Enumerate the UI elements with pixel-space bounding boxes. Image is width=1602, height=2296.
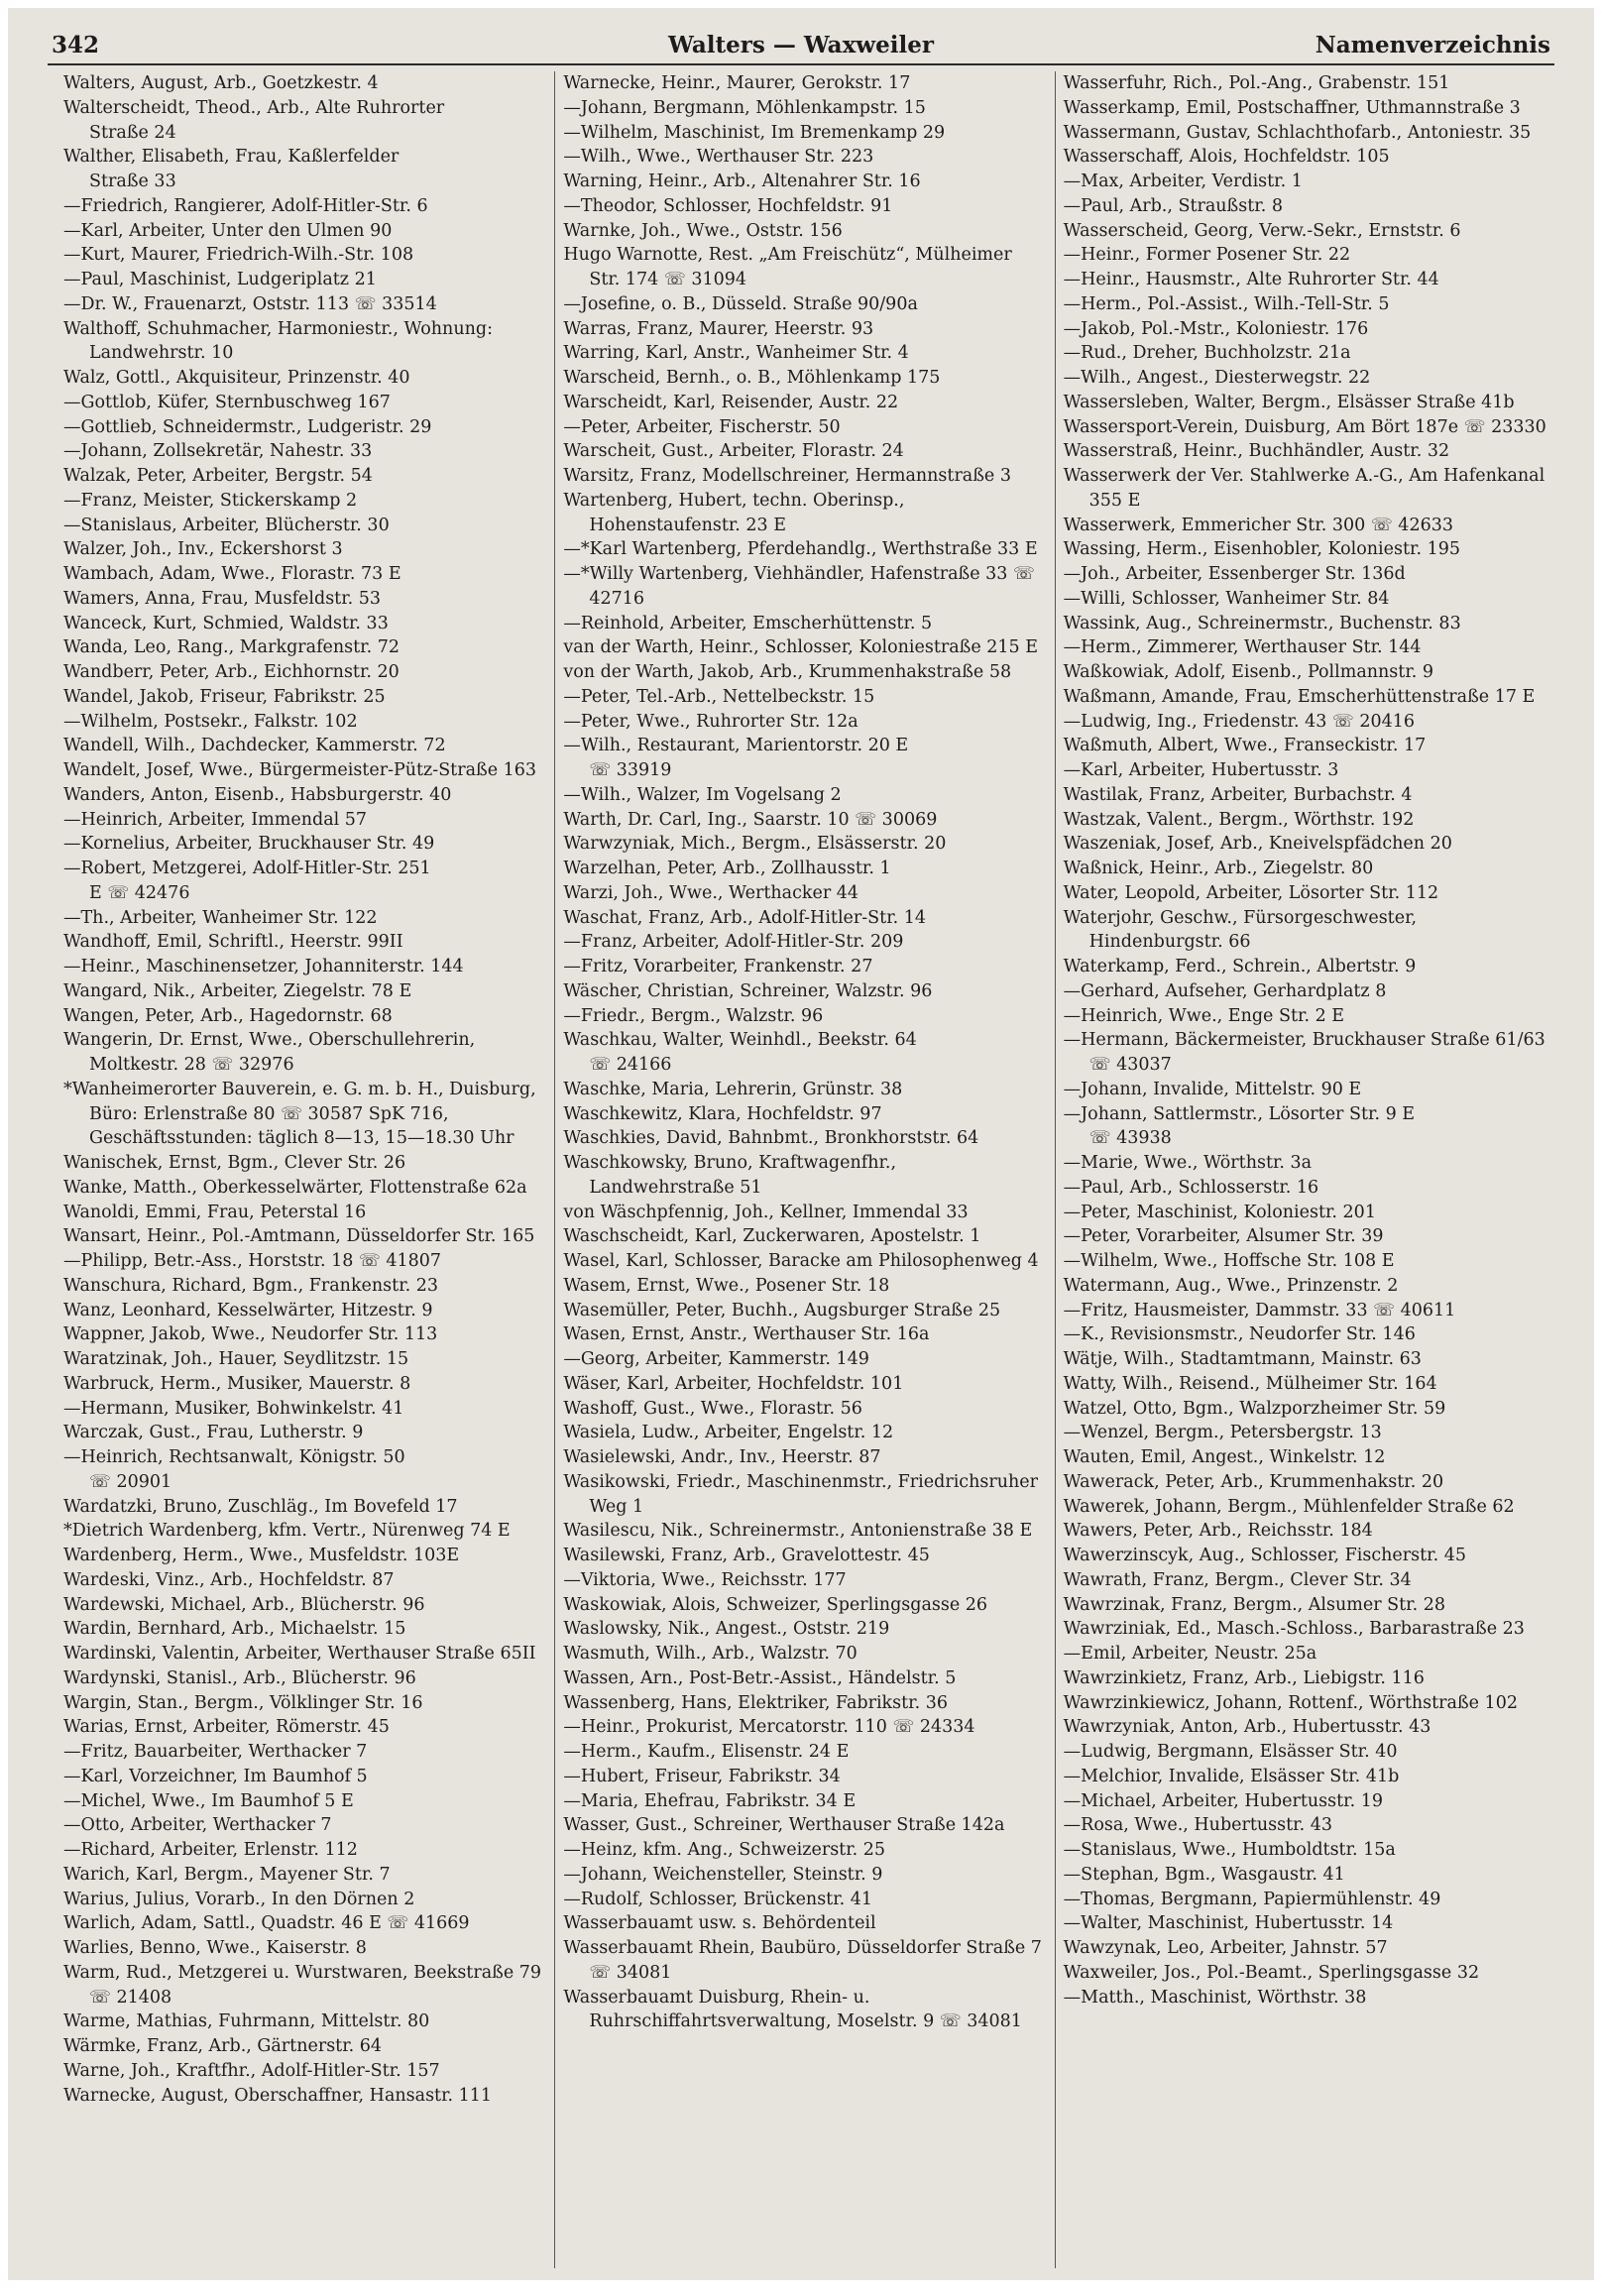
directory-entry: von Wäschpfennig, Joh., Kellner, Immendal 33 xyxy=(563,1202,969,1222)
directory-entry: Warbruck, Herm., Musiker, Mauerstr. 8 xyxy=(63,1373,411,1394)
directory-entry: Warscheidt, Karl, Reisender, Austr. 22 xyxy=(563,392,899,412)
directory-page xyxy=(8,8,1594,2280)
directory-entry: —Georg, Arbeiter, Kammerstr. 149 xyxy=(563,1349,869,1369)
directory-entry: —Karl, Vorzeichner, Im Baumhof 5 xyxy=(63,1766,368,1786)
directory-entry: Watermann, Aug., Wwe., Prinzenstr. 2 xyxy=(1063,1275,1399,1296)
directory-columns xyxy=(56,71,1554,2268)
directory-entry: —Fritz, Bauarbeiter, Werthacker 7 xyxy=(63,1742,368,1762)
directory-entry: —Richard, Arbeiter, Erlenstr. 112 xyxy=(63,1840,358,1860)
directory-entry: Wasserfuhr, Rich., Pol.-Ang., Grabenstr. 151 xyxy=(1063,73,1450,93)
directory-entry: —Dr. W., Frauenarzt, Oststr. 113 ☏ 33514 xyxy=(63,293,437,314)
directory-entry: Wassersleben, Walter, Bergm., Elsässer Straße 41b xyxy=(1063,392,1515,412)
directory-entry: Wanda, Leo, Rang., Markgrafenstr. 72 xyxy=(63,637,400,658)
directory-entry: Warme, Mathias, Fuhrmann, Mittelstr. 80 xyxy=(63,2011,430,2032)
directory-entry: Warsitz, Franz, Modellschreiner, Hermannstraße 3 xyxy=(563,466,1011,486)
directory-entry: —*Karl Wartenberg, Pferdehandlg., Werthstraße 33 E xyxy=(563,539,1038,560)
directory-entry: Waschkau, Walter, Weinhdl., Beekstr. 64 ☏ 24166 xyxy=(563,1030,917,1075)
directory-entry: Waxweiler, Jos., Pol.-Beamt., Sperlingsgasse 32 xyxy=(1063,1962,1480,1983)
directory-entry: Warzelhan, Peter, Arb., Zollhausstr. 1 xyxy=(563,859,891,878)
directory-entry: —Reinhold, Arbeiter, Emscherhüttenstr. 5 xyxy=(563,613,933,633)
directory-entry: —Rudolf, Schlosser, Brückenstr. 41 xyxy=(563,1889,873,1909)
directory-entry: Wasel, Karl, Schlosser, Baracke am Philosophenweg 4 xyxy=(563,1251,1039,1271)
directory-entry: Wawrzinkietz, Franz, Arb., Liebigstr. 116 xyxy=(1063,1667,1425,1688)
running-title: Walters — Waxweiler xyxy=(668,32,934,58)
directory-entry: Warich, Karl, Bergm., Mayener Str. 7 xyxy=(63,1864,391,1885)
directory-entry: Wastilak, Franz, Arbeiter, Burbachstr. 4 xyxy=(1063,784,1413,805)
directory-entry: Wasserwerk, Emmericher Str. 300 ☏ 42633 xyxy=(1063,515,1453,535)
directory-entry: —Paul, Arb., Straußstr. 8 xyxy=(1063,195,1283,216)
directory-entry: —Heinz, kfm. Ang., Schweizerstr. 25 xyxy=(563,1840,886,1860)
directory-entry: Wardatzki, Bruno, Zuschläg., Im Bovefeld 17 xyxy=(63,1496,458,1517)
directory-entry: Waßnick, Heinr., Arb., Ziegelstr. 80 xyxy=(1063,859,1374,878)
directory-entry: Wauten, Emil, Angest., Winkelstr. 12 xyxy=(1063,1447,1386,1467)
directory-entry: Waterkamp, Ferd., Schrein., Albertstr. 9 xyxy=(1063,957,1417,976)
directory-entry: Watzel, Otto, Bgm., Walzporzheimer Str. 59 xyxy=(1063,1398,1446,1419)
directory-entry: —Philipp, Betr.-Ass., Horststr. 18 ☏ 41807 xyxy=(63,1251,442,1271)
directory-entry: —Stanislaus, Wwe., Humboldtstr. 15a xyxy=(1063,1840,1396,1860)
directory-entry: Wardinski, Valentin, Arbeiter, Werthauser Straße 65II xyxy=(63,1644,536,1664)
directory-entry: Wasmuth, Wilh., Arb., Walzstr. 70 xyxy=(563,1644,858,1664)
directory-entry: Walthoff, Schuhmacher, Harmoniestr., Wohnung: Landwehrstr. 10 xyxy=(63,318,493,364)
directory-entry: —Johann, Sattlermstr., Lösorter Str. 9 E ☏ 43938 xyxy=(1063,1103,1416,1149)
directory-entry: Wangard, Nik., Arbeiter, Ziegelstr. 78 E xyxy=(63,980,412,1001)
directory-entry: Wansart, Heinr., Pol.-Amtmann, Düsseldorfer Str. 165 xyxy=(63,1226,535,1247)
directory-entry: Warzi, Joh., Wwe., Werthacker 44 xyxy=(563,882,859,903)
directory-entry: Wanz, Leonhard, Kesselwärter, Hitzestr. 9 xyxy=(63,1300,433,1320)
directory-entry: Warm, Rud., Metzgerei u. Wurstwaren, Beekstraße 79 ☏ 21408 xyxy=(63,1962,542,2008)
directory-entry: Warnke, Joh., Wwe., Oststr. 156 xyxy=(563,220,843,241)
directory-entry: Wasilescu, Nik., Schreinermstr., Antonienstraße 38 E xyxy=(563,1521,1033,1542)
directory-entry: Wargin, Stan., Bergm., Völklinger Str. 16 xyxy=(63,1692,423,1713)
directory-entry: —Heinr., Hausmstr., Alte Ruhrorter Str. 44 xyxy=(1063,270,1439,289)
directory-entry: —Rosa, Wwe., Hubertusstr. 43 xyxy=(1063,1815,1333,1836)
directory-entry: —Friedr., Bergm., Walzstr. 96 xyxy=(563,1005,824,1026)
directory-entry: —Gottlob, Küfer, Sternbuschweg 167 xyxy=(63,392,391,412)
directory-entry: Waschke, Maria, Lehrerin, Grünstr. 38 xyxy=(563,1079,903,1099)
directory-entry: Wartenberg, Hubert, techn. Oberinsp., Hohenstaufenstr. 23 E xyxy=(563,490,905,535)
directory-entry: Wandelt, Josef, Wwe., Bürgermeister-Pütz-Straße 163 xyxy=(63,760,537,780)
directory-entry: —Franz, Arbeiter, Adolf-Hitler-Str. 209 xyxy=(563,932,904,953)
directory-entry: *Wanheimerorter Bauverein, e. G. m. b. H., Duisburg, Büro: Erlenstraße 80 ☏ 30587 SpK 716, Geschäftsstunden: täglich 8—13, 15—18.30 Uhr xyxy=(63,1079,536,1149)
directory-entry: —Ludwig, Ing., Friedenstr. 43 ☏ 20416 xyxy=(1063,711,1416,732)
directory-entry: Watty, Wilh., Reisend., Mülheimer Str. 164 xyxy=(1063,1373,1437,1394)
directory-entry: Washoff, Gust., Wwe., Florastr. 56 xyxy=(563,1398,862,1419)
directory-entry: —Ludwig, Bergmann, Elsässer Str. 40 xyxy=(1063,1742,1398,1762)
directory-entry: Wasserschaff, Alois, Hochfeldstr. 105 xyxy=(1063,147,1390,168)
directory-entry: —Viktoria, Wwe., Reichsstr. 177 xyxy=(563,1569,847,1590)
directory-entry: Warnecke, Heinr., Maurer, Gerokstr. 17 xyxy=(563,73,911,93)
directory-entry: —Johann, Zollsekretär, Nahestr. 33 xyxy=(63,441,373,462)
directory-entry: Warlies, Benno, Wwe., Kaiserstr. 8 xyxy=(63,1938,367,1958)
directory-entry: Wanke, Matth., Oberkesselwärter, Flottenstraße 62a xyxy=(63,1177,527,1198)
directory-entry: —Matth., Maschinist, Wörthstr. 38 xyxy=(1063,1987,1367,2008)
directory-entry: —*Willy Wartenberg, Viehhändler, Hafenstraße 33 ☏ 42716 xyxy=(563,564,1035,609)
directory-entry: Warscheit, Gust., Arbeiter, Florastr. 24 xyxy=(563,441,904,462)
directory-entry: —Franz, Meister, Stickerskamp 2 xyxy=(63,490,358,511)
directory-entry: Wanders, Anton, Eisenb., Habsburgerstr. 40 xyxy=(63,784,452,805)
directory-entry: —Wilhelm, Postsekr., Falkstr. 102 xyxy=(63,711,358,732)
directory-entry: —Jakob, Pol.-Mstr., Koloniestr. 176 xyxy=(1063,318,1369,339)
directory-entry: Wasserbauamt Rhein, Baubüro, Düsseldorfer Straße 7 ☏ 34081 xyxy=(563,1938,1042,1983)
directory-entry: —Josefine, o. B., Düsseld. Straße 90/90a xyxy=(563,293,918,314)
directory-entry: Waßmann, Amande, Frau, Emscherhüttenstraße 17 E xyxy=(1063,686,1536,707)
directory-entry: Waßkowiak, Adolf, Eisenb., Pollmannstr. 9 xyxy=(1063,662,1434,682)
directory-entry: —Joh., Arbeiter, Essenberger Str. 136d xyxy=(1063,564,1406,584)
directory-entry: von der Warth, Jakob, Arb., Krummenhakstraße 58 xyxy=(563,662,1012,682)
directory-entry: Waskowiak, Alois, Schweizer, Sperlingsgasse 26 xyxy=(563,1594,988,1615)
directory-entry: Warning, Heinr., Arb., Altenahrer Str. 16 xyxy=(563,172,921,191)
directory-entry: Wangen, Peter, Arb., Hagedornstr. 68 xyxy=(63,1005,393,1026)
directory-entry: —Wilh., Angest., Diesterwegstr. 22 xyxy=(1063,368,1371,388)
directory-entry: Wassersport-Verein, Duisburg, Am Bört 187e ☏ 23330 xyxy=(1063,416,1546,437)
directory-entry: Wasem, Ernst, Wwe., Posener Str. 18 xyxy=(563,1275,890,1296)
directory-entry: Wandberr, Peter, Arb., Eichhornstr. 20 xyxy=(63,662,400,682)
directory-entry: Wasen, Ernst, Anstr., Werthauser Str. 16a xyxy=(563,1324,930,1345)
directory-entry: —Walter, Maschinist, Hubertusstr. 14 xyxy=(1063,1913,1394,1934)
directory-entry: —Stephan, Bgm., Wasgaustr. 41 xyxy=(1063,1864,1345,1885)
directory-entry: Wassenberg, Hans, Elektriker, Fabrikstr. 36 xyxy=(563,1692,949,1713)
directory-entry: Warnecke, August, Oberschaffner, Hansastr. 111 xyxy=(63,2085,493,2106)
directory-entry: Wassen, Arn., Post-Betr.-Assist., Händelstr. 5 xyxy=(563,1667,957,1688)
section-title: Namenverzeichnis xyxy=(1315,32,1550,58)
directory-entry: —Wenzel, Bergm., Petersbergstr. 13 xyxy=(1063,1423,1382,1443)
directory-entry: Walzer, Joh., Inv., Eckershorst 3 xyxy=(63,539,343,560)
directory-entry: Waschscheidt, Karl, Zuckerwaren, Apostelstr. 1 xyxy=(563,1226,981,1247)
directory-entry: —Theodor, Schlosser, Hochfeldstr. 91 xyxy=(563,195,893,216)
page-header xyxy=(48,30,1554,65)
directory-entry: Wappner, Jakob, Wwe., Neudorfer Str. 113 xyxy=(63,1324,438,1345)
directory-entry: Waßmuth, Albert, Wwe., Franseckistr. 17 xyxy=(1063,736,1427,756)
directory-entry: —Rud., Dreher, Buchholzstr. 21a xyxy=(1063,343,1351,364)
directory-entry: Waschat, Franz, Arb., Adolf-Hitler-Str. 14 xyxy=(563,907,927,928)
directory-entry: Warras, Franz, Maurer, Heerstr. 93 xyxy=(563,318,874,339)
directory-entry: —Hermann, Musiker, Bohwinkelstr. 41 xyxy=(63,1398,404,1419)
directory-entry: Wassermann, Gustav, Schlachthofarb., Antoniestr. 35 xyxy=(1063,122,1532,143)
directory-entry: —Thomas, Bergmann, Papiermühlenstr. 49 xyxy=(1063,1889,1441,1909)
directory-entry: Wasielewski, Andr., Inv., Heerstr. 87 xyxy=(563,1447,881,1467)
directory-entry: —Heinrich, Arbeiter, Immendal 57 xyxy=(63,809,368,830)
directory-entry: Wanischek, Ernst, Bgm., Clever Str. 26 xyxy=(63,1153,406,1173)
directory-entry: —Johann, Weichensteller, Steinstr. 9 xyxy=(563,1864,883,1885)
directory-entry: —Maria, Ehefrau, Fabrikstr. 34 E xyxy=(563,1790,857,1811)
directory-entry: Wasserstraß, Heinr., Buchhändler, Austr. 32 xyxy=(1063,441,1450,462)
directory-entry: —Herm., Zimmerer, Werthauser Str. 144 xyxy=(1063,637,1422,658)
directory-entry: —Wilhelm, Wwe., Hoffsche Str. 108 E xyxy=(1063,1251,1395,1271)
directory-entry: —Robert, Metzgerei, Adolf-Hitler-Str. 251 E ☏ 42476 xyxy=(63,859,431,903)
directory-entry: Wardin, Bernhard, Arb., Michaelstr. 15 xyxy=(63,1619,406,1640)
directory-entry: Wätje, Wilh., Stadtamtmann, Mainstr. 63 xyxy=(1063,1349,1422,1369)
directory-entry: Wanceck, Kurt, Schmied, Waldstr. 33 xyxy=(63,613,389,633)
directory-entry: —Melchior, Invalide, Elsässer Str. 41b xyxy=(1063,1766,1400,1786)
directory-entry: —Heinr., Prokurist, Mercatorstr. 110 ☏ 24334 xyxy=(563,1717,975,1738)
directory-entry: Warczak, Gust., Frau, Lutherstr. 9 xyxy=(63,1423,364,1443)
directory-entry: Wawrzyniak, Anton, Arb., Hubertusstr. 43 xyxy=(1063,1717,1431,1738)
directory-entry: Waterjohr, Geschw., Fürsorgeschwester, Hindenburgstr. 66 xyxy=(1063,907,1418,953)
directory-entry: Wandell, Wilh., Dachdecker, Kammerstr. 72 xyxy=(63,736,446,756)
directory-entry: —Heinr., Maschinensetzer, Johanniterstr. 144 xyxy=(63,957,464,976)
directory-entry: Wandel, Jakob, Friseur, Fabrikstr. 25 xyxy=(63,686,386,707)
directory-entry: —Emil, Arbeiter, Neustr. 25a xyxy=(1063,1644,1317,1664)
directory-entry: Hugo Warnotte, Rest. „Am Freischütz“, Mülheimer Str. 174 ☏ 31094 xyxy=(563,245,1012,289)
directory-entry: van der Warth, Heinr., Schlosser, Koloniestraße 215 E xyxy=(563,637,1039,658)
directory-entry: Waslowsky, Nik., Angest., Oststr. 219 xyxy=(563,1619,890,1640)
directory-entry: —Herm., Kaufm., Elisenstr. 24 E xyxy=(563,1742,850,1762)
directory-entry: —Marie, Wwe., Wörthstr. 3a xyxy=(1063,1153,1313,1173)
directory-entry: —Max, Arbeiter, Verdistr. 1 xyxy=(1063,172,1303,191)
directory-entry: —Michael, Arbeiter, Hubertusstr. 19 xyxy=(1063,1790,1383,1811)
directory-entry: —Kornelius, Arbeiter, Bruckhauser Str. 49 xyxy=(63,834,435,855)
directory-entry: Wardynski, Stanisl., Arb., Blücherstr. 96 xyxy=(63,1667,416,1688)
directory-entry: Wastzak, Valent., Bergm., Wörthstr. 192 xyxy=(1063,809,1415,830)
directory-entry: Warring, Karl, Anstr., Wanheimer Str. 4 xyxy=(563,343,909,364)
directory-entry: Wawrziniak, Ed., Masch.-Schloss., Barbarastraße 23 xyxy=(1063,1619,1525,1640)
directory-entry: Wäscher, Christian, Schreiner, Walzstr. 96 xyxy=(563,980,933,1001)
directory-entry: —Peter, Arbeiter, Fischerstr. 50 xyxy=(563,416,841,437)
directory-entry: Waratzinak, Joh., Hauer, Seydlitzstr. 15 xyxy=(63,1349,409,1369)
directory-entry: Wangerin, Dr. Ernst, Wwe., Oberschullehrerin, Moltkestr. 28 ☏ 32976 xyxy=(63,1030,476,1075)
directory-entry: Waschkies, David, Bahnbmt., Bronkhorststr. 64 xyxy=(563,1128,979,1149)
directory-entry: —Fritz, Vorarbeiter, Frankenstr. 27 xyxy=(563,957,873,976)
directory-entry: Waschkewitz, Klara, Hochfeldstr. 97 xyxy=(563,1103,882,1124)
directory-entry: Wardewski, Michael, Arb., Blücherstr. 96 xyxy=(63,1594,425,1615)
directory-entry: —Wilhelm, Maschinist, Im Bremenkamp 29 xyxy=(563,122,946,143)
directory-entry: —Kurt, Maurer, Friedrich-Wilh.-Str. 108 xyxy=(63,245,414,266)
directory-entry: Wardeski, Vinz., Arb., Hochfeldstr. 87 xyxy=(63,1569,395,1590)
directory-entry: Wasserbauamt Duisburg, Rhein- u. Ruhrschiffahrtsverwaltung, Moselstr. 9 ☏ 34081 xyxy=(563,1987,1022,2032)
directory-entry: Waschkowsky, Bruno, Kraftwagenfhr., Landwehrstraße 51 xyxy=(563,1153,897,1198)
directory-entry: —Wilh., Restaurant, Marientorstr. 20 E ☏ 33919 xyxy=(563,736,909,780)
directory-entry: —Paul, Maschinist, Ludgeriplatz 21 xyxy=(63,270,377,289)
directory-entry: Wawzynak, Leo, Arbeiter, Jahnstr. 57 xyxy=(1063,1938,1388,1958)
directory-entry: Wasserkamp, Emil, Postschaffner, Uthmannstraße 3 xyxy=(1063,97,1521,118)
column-3 xyxy=(1055,71,1554,2268)
directory-entry: Wandhoff, Emil, Schriftl., Heerstr. 99II xyxy=(63,932,403,953)
directory-entry: Wassink, Aug., Schreinermstr., Buchenstr. 83 xyxy=(1063,613,1461,633)
directory-entry: Wanschura, Richard, Bgm., Frankenstr. 23 xyxy=(63,1275,439,1296)
directory-entry: Warwzyniak, Mich., Bergm., Elsässerstr. 20 xyxy=(563,834,947,855)
directory-entry: —Heinrich, Rechtsanwalt, Königstr. 50 ☏ 20901 xyxy=(63,1447,405,1492)
directory-entry: Wardenberg, Herm., Wwe., Musfeldstr. 103E xyxy=(63,1546,460,1565)
directory-entry: —Herm., Pol.-Assist., Wilh.-Tell-Str. 5 xyxy=(1063,293,1390,314)
directory-entry: Wawers, Peter, Arb., Reichsstr. 184 xyxy=(1063,1521,1373,1542)
directory-entry: Wawrzinkiewicz, Johann, Rottenf., Wörthstraße 102 xyxy=(1063,1692,1518,1713)
directory-entry: Wasiela, Ludw., Arbeiter, Engelstr. 12 xyxy=(563,1423,894,1443)
directory-entry: Warscheid, Bernh., o. B., Möhlenkamp 175 xyxy=(563,368,941,388)
directory-entry: Wasserscheid, Georg, Verw.-Sekr., Ernststr. 6 xyxy=(1063,220,1461,241)
directory-entry: Wamers, Anna, Frau, Musfeldstr. 53 xyxy=(63,588,382,609)
directory-entry: Warth, Dr. Carl, Ing., Saarstr. 10 ☏ 30069 xyxy=(563,809,938,830)
directory-entry: Waszeniak, Josef, Arb., Kneivelspfädchen 20 xyxy=(1063,834,1452,855)
column-1 xyxy=(56,71,554,2268)
directory-entry: Wawerack, Peter, Arb., Krummenhakstr. 20 xyxy=(1063,1471,1444,1492)
directory-entry: —Johann, Invalide, Mittelstr. 90 E xyxy=(1063,1079,1362,1099)
directory-entry: —Peter, Maschinist, Koloniestr. 201 xyxy=(1063,1202,1376,1222)
directory-entry: —Wilh., Wwe., Werthauser Str. 223 xyxy=(563,147,874,168)
directory-entry: —Friedrich, Rangierer, Adolf-Hitler-Str. 6 xyxy=(63,195,428,216)
column-2 xyxy=(554,71,1054,2268)
directory-entry: Wanoldi, Emmi, Frau, Peterstal 16 xyxy=(63,1202,367,1222)
directory-entry: Wawerek, Johann, Bergm., Mühlenfelder Straße 62 xyxy=(1063,1496,1515,1517)
directory-entry: —Heinrich, Wwe., Enge Str. 2 E xyxy=(1063,1005,1345,1026)
directory-entry: Wawerzinscyk, Aug., Schlosser, Fischerstr. 45 xyxy=(1063,1546,1466,1565)
directory-entry: —Peter, Tel.-Arb., Nettelbeckstr. 15 xyxy=(563,686,875,707)
directory-entry: Wärmke, Franz, Arb., Gärtnerstr. 64 xyxy=(63,2036,383,2056)
directory-entry: —Gerhard, Aufseher, Gerhardplatz 8 xyxy=(1063,980,1387,1001)
directory-entry: —Willi, Schlosser, Wanheimer Str. 84 xyxy=(1063,588,1390,609)
directory-entry: Warlich, Adam, Sattl., Quadstr. 46 E ☏ 41669 xyxy=(63,1913,470,1934)
directory-entry: Wassing, Herm., Eisenhobler, Koloniestr. 195 xyxy=(1063,539,1460,560)
directory-entry: —Hubert, Friseur, Fabrikstr. 34 xyxy=(563,1766,841,1786)
directory-entry: Walterscheidt, Theod., Arb., Alte Ruhrorter Straße 24 xyxy=(63,97,445,143)
directory-entry: *Dietrich Wardenberg, kfm. Vertr., Nürenweg 74 E xyxy=(63,1521,511,1542)
directory-entry: —Otto, Arbeiter, Werthacker 7 xyxy=(63,1815,332,1836)
directory-entry: Wawrath, Franz, Bergm., Clever Str. 34 xyxy=(1063,1569,1412,1590)
directory-entry: —Th., Arbeiter, Wanheimer Str. 122 xyxy=(63,907,378,928)
directory-entry: Water, Leopold, Arbeiter, Lösorter Str. 112 xyxy=(1063,882,1439,903)
directory-entry: —Karl, Arbeiter, Hubertusstr. 3 xyxy=(1063,760,1339,780)
directory-entry: Walther, Elisabeth, Frau, Kaßlerfelder Straße 33 xyxy=(63,147,400,191)
page-number: 342 xyxy=(52,32,100,58)
directory-entry: Wäser, Karl, Arbeiter, Hochfeldstr. 101 xyxy=(563,1373,904,1394)
directory-entry: Wasserwerk der Ver. Stahlwerke A.-G., Am Hafenkanal 355 E xyxy=(1063,466,1545,511)
directory-entry: —Fritz, Hausmeister, Dammstr. 33 ☏ 40611 xyxy=(1063,1300,1456,1320)
directory-entry: —Johann, Bergmann, Möhlenkampstr. 15 xyxy=(563,97,926,118)
directory-entry: —Heinr., Former Posener Str. 22 xyxy=(1063,245,1351,266)
directory-entry: Warne, Joh., Kraftfhr., Adolf-Hitler-Str. 157 xyxy=(63,2060,440,2081)
directory-entry: —Paul, Arb., Schlosserstr. 16 xyxy=(1063,1177,1319,1198)
directory-entry: Walz, Gottl., Akquisiteur, Prinzenstr. 40 xyxy=(63,368,410,388)
directory-entry: —Karl, Arbeiter, Unter den Ulmen 90 xyxy=(63,220,393,241)
directory-entry: Warias, Ernst, Arbeiter, Römerstr. 45 xyxy=(63,1717,390,1738)
directory-entry: Wawrzinak, Franz, Bergm., Alsumer Str. 28 xyxy=(1063,1594,1445,1615)
directory-entry: —Wilh., Walzer, Im Vogelsang 2 xyxy=(563,784,842,805)
directory-entry: Wasilewski, Franz, Arb., Gravelottestr. 45 xyxy=(563,1546,930,1565)
directory-entry: —Stanislaus, Arbeiter, Blücherstr. 30 xyxy=(63,515,390,535)
directory-entry: Warius, Julius, Vorarb., In den Dörnen 2 xyxy=(63,1889,415,1909)
directory-entry: —Hermann, Bäckermeister, Bruckhauser Straße 61/63 ☏ 43037 xyxy=(1063,1030,1545,1075)
directory-entry: Wambach, Adam, Wwe., Florastr. 73 E xyxy=(63,564,401,584)
directory-entry: —Gottlieb, Schneidermstr., Ludgeristr. 29 xyxy=(63,416,432,437)
directory-entry: Walters, August, Arb., Goetzkestr. 4 xyxy=(63,73,379,93)
directory-entry: —Michel, Wwe., Im Baumhof 5 E xyxy=(63,1790,354,1811)
directory-entry: —Peter, Wwe., Ruhrorter Str. 12a xyxy=(563,711,858,732)
directory-entry: —K., Revisionsmstr., Neudorfer Str. 146 xyxy=(1063,1324,1416,1345)
directory-entry: —Peter, Vorarbeiter, Alsumer Str. 39 xyxy=(1063,1226,1384,1247)
directory-entry: Walzak, Peter, Arbeiter, Bergstr. 54 xyxy=(63,466,373,486)
directory-entry: Wasserbauamt usw. s. Behördenteil xyxy=(563,1913,876,1934)
directory-entry: Wasikowski, Friedr., Maschinenmstr., Friedrichsruher Weg 1 xyxy=(563,1471,1038,1517)
directory-entry: Wasser, Gust., Schreiner, Werthauser Straße 142a xyxy=(563,1815,1005,1836)
directory-entry: Wasemüller, Peter, Buchh., Augsburger Straße 25 xyxy=(563,1300,1001,1320)
